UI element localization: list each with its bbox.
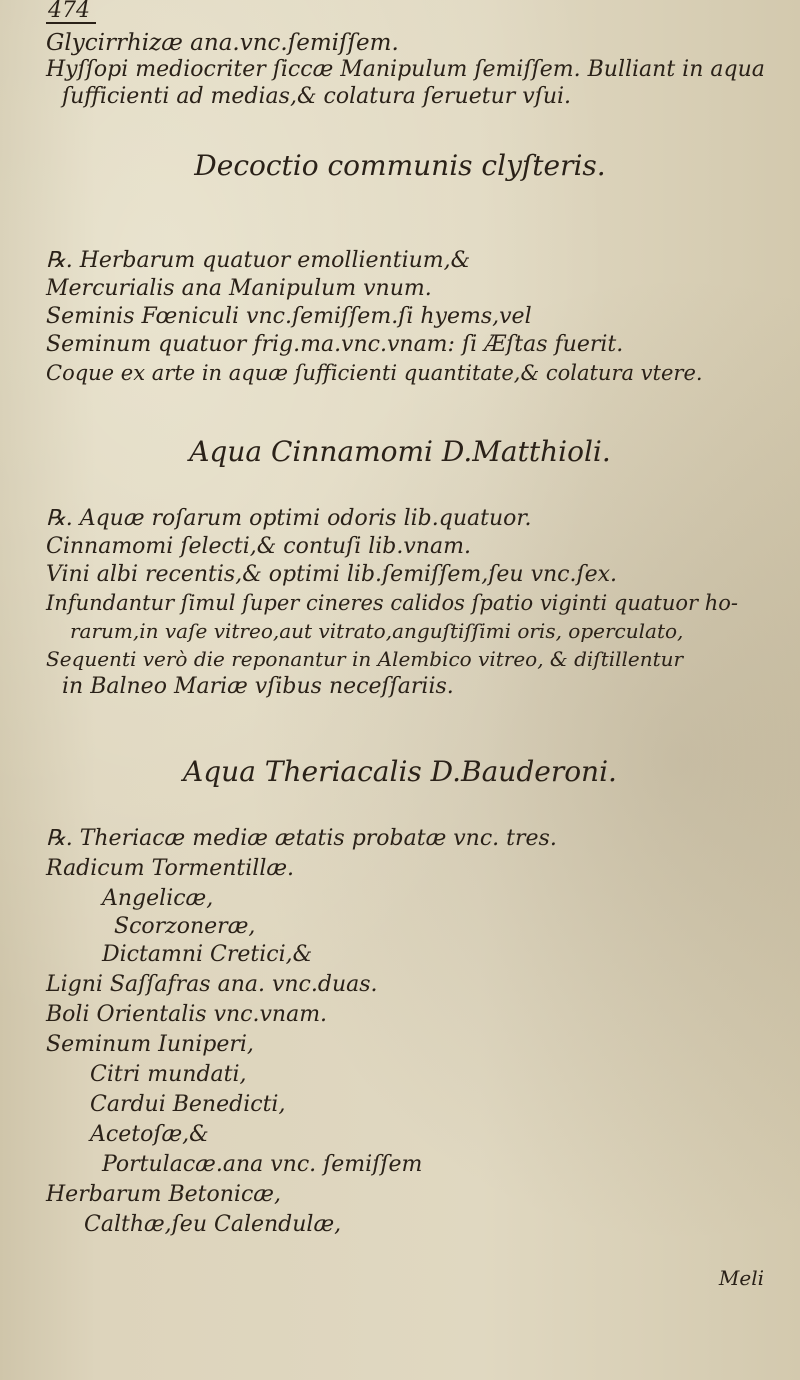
text-line: Seminum Iuniperi,: [46, 1032, 254, 1057]
text-line: Coque ex arte in aquæ ſufficienti quantitate,& colatura vtere.: [46, 361, 703, 385]
catchword: Meli: [718, 1266, 764, 1290]
page-number: 474: [46, 0, 96, 24]
text-line: Glycirrhizæ ana.vnc.ſemiſſem.: [46, 30, 399, 56]
text-line: in Balneo Mariæ vſibus neceſſariis.: [62, 674, 454, 699]
text-line: Sequenti verò die reponantur in Alembico vitreo, & diſtillentur: [46, 647, 684, 671]
text-line: rarum,in vaſe vitreo,aut vitrato,anguſtiſſimi oris, operculato,: [70, 619, 684, 643]
text-line: Angelicæ,: [102, 886, 214, 911]
text-line: ℞. Herbarum quatuor emollientium,&: [46, 248, 471, 273]
section-heading: Aqua Cinnamomi D.Matthioli.: [189, 435, 611, 468]
section-heading: Decoctio communis clyſteris.: [194, 149, 606, 182]
text-line: Mercurialis ana Manipulum vnum.: [46, 276, 432, 301]
text-line: ſufficienti ad medias,& colatura ſeruetur vſui.: [62, 84, 572, 109]
text-line: Portulacæ.ana vnc. ſemiſſem: [102, 1152, 423, 1177]
text-line: ℞. Aquæ roſarum optimi odoris lib.quatuor.: [46, 506, 532, 531]
text-line: Vini albi recentis,& optimi lib.ſemiſſem,ſeu vnc.ſex.: [46, 562, 618, 587]
text-line: Seminis Fœniculi vnc.ſemiſſem.ſi hyems,vel: [46, 304, 532, 329]
text-line: Scorzoneræ,: [114, 914, 256, 939]
text-line: Radicum Tormentillæ.: [46, 856, 295, 881]
text-line: Dictamni Cretici,&: [102, 942, 313, 967]
text-line: Citri mundati,: [90, 1062, 247, 1087]
text-line: Infundantur ſimul ſuper cineres calidos ſpatio viginti quatuor ho-: [46, 591, 738, 615]
text-line: ℞. Theriacæ mediæ ætatis probatæ vnc. tres.: [46, 826, 557, 851]
text-line: Acetoſæ,&: [90, 1122, 209, 1147]
text-line: Herbarum Betonicæ,: [46, 1182, 281, 1207]
text-line: Calthæ,ſeu Calendulæ,: [84, 1212, 342, 1237]
section-heading: Aqua Theriacalis D.Bauderoni.: [183, 755, 617, 788]
text-line: Ligni Saſſafras ana. vnc.duas.: [46, 972, 378, 997]
text-line: Seminum quatuor frig.ma.vnc.vnam: ſi Æſtas fuerit.: [46, 332, 624, 357]
text-line: Hyſſopi mediocriter ſiccæ Manipulum ſemiſſem. Bulliant in aqua: [46, 57, 765, 82]
text-line: Cardui Benedicti,: [90, 1092, 286, 1117]
text-line: Cinnamomi ſelecti,& contuſi lib.vnam.: [46, 534, 471, 559]
text-line: Boli Orientalis vnc.vnam.: [46, 1002, 328, 1027]
